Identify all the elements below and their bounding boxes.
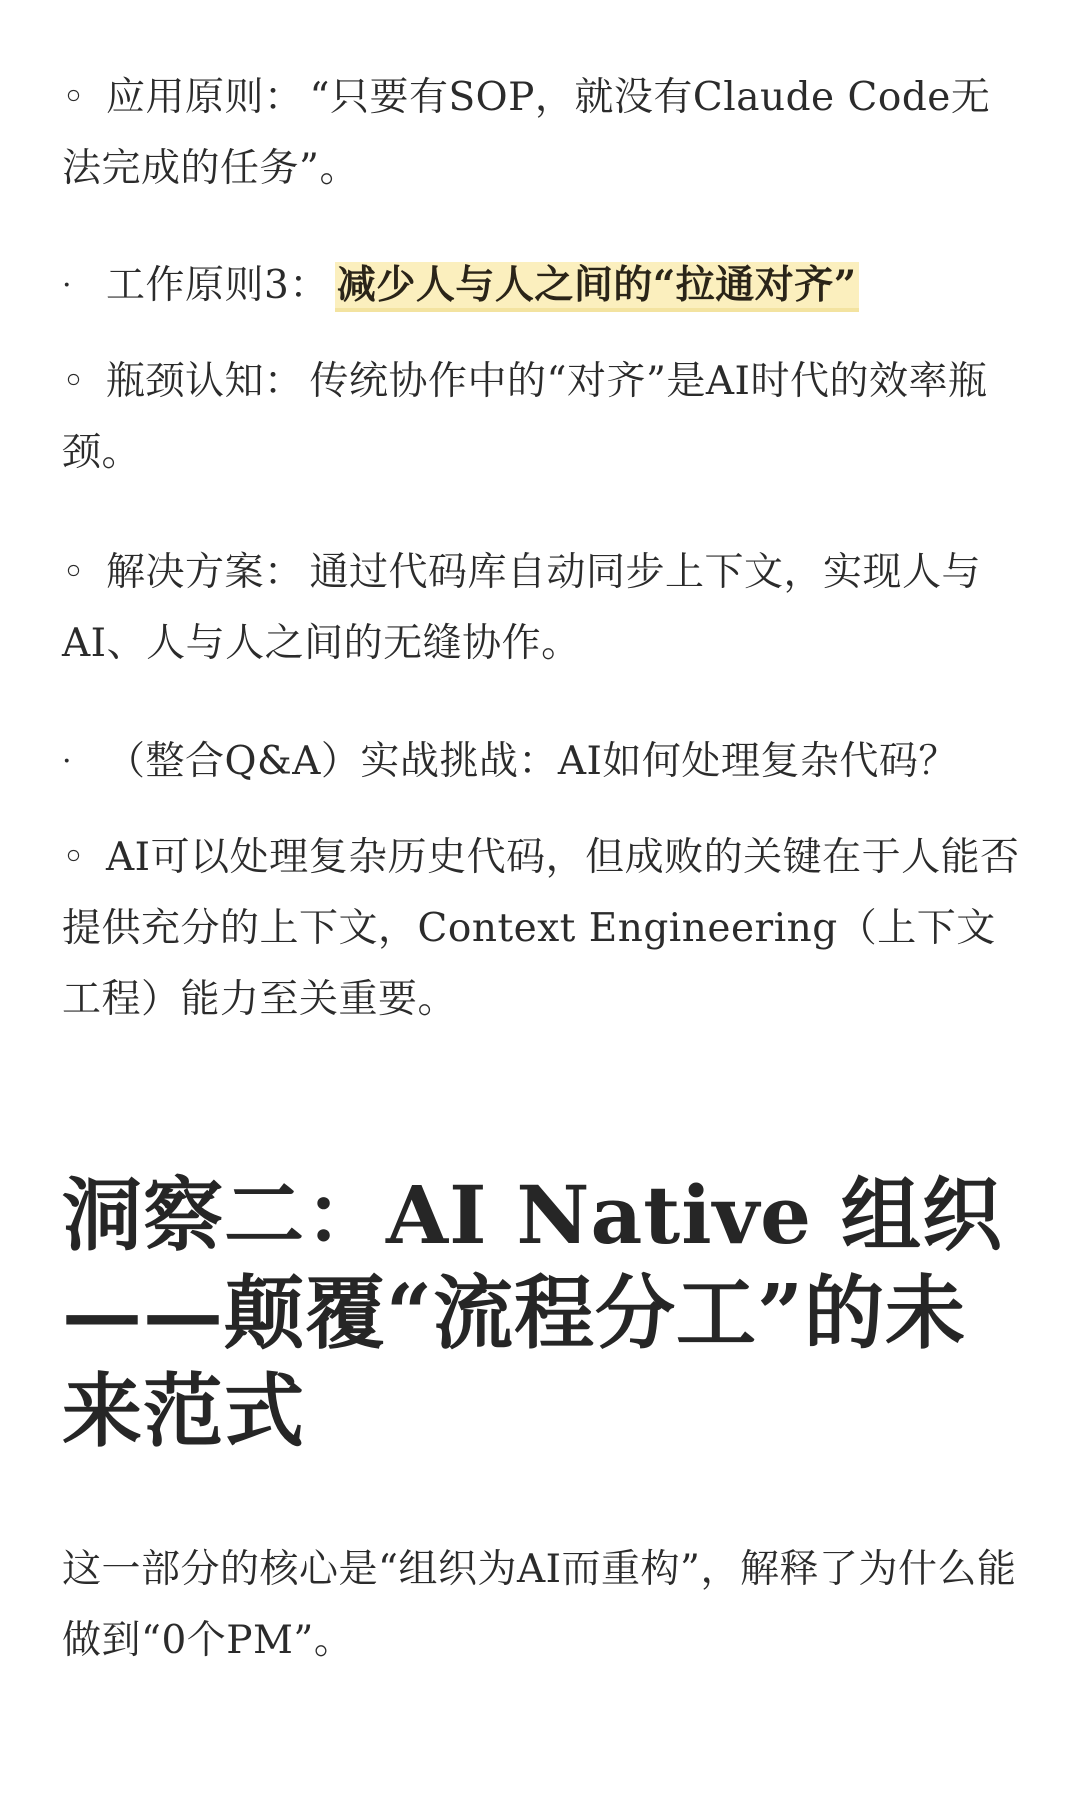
list-item-qa-challenge: [62, 726, 1028, 797]
list-item-application-principle: [62, 62, 1028, 204]
item-text: （整合Q&A）实战挑战：AI如何处理复杂代码？: [106, 739, 958, 784]
item-label: 瓶颈认知：: [106, 359, 304, 404]
item-label: 工作原则3：: [106, 263, 329, 308]
item-text: 通过代码库自动同步上下文，实现人与AI、人与人之间的无缝协作。: [62, 550, 982, 666]
list-item-context-engineering: [62, 822, 1028, 1035]
item-label: 解决方案：: [106, 550, 304, 595]
item-label: 应用原则：: [106, 75, 304, 120]
list-item-bottleneck: [62, 346, 1028, 488]
item-text: 传统协作中的“对齐”是AI时代的效率瓶颈。: [62, 359, 988, 475]
hollow-bullet-icon: ◦: [62, 359, 86, 404]
highlighted-text: 减少人与人之间的“拉通对齐”: [335, 262, 859, 312]
body-paragraph: 这一部分的核心是“组织为AI而重构”，解释了为什么能做到“0个PM”。: [62, 1547, 1017, 1663]
list-item-work-principle-3: [62, 250, 1028, 321]
dot-bullet-icon: ·: [62, 268, 73, 303]
item-text: “只要有SOP，就没有Claude Code无法完成的任务”。: [62, 75, 991, 191]
hollow-bullet-icon: ◦: [62, 550, 86, 595]
hollow-bullet-icon: ◦: [62, 835, 86, 880]
item-text: AI可以处理复杂历史代码，但成败的关键在于人能否提供充分的上下文，Context Engineering（上下文工程）能力至关重要。: [62, 835, 1020, 1022]
section-heading: 洞察二：AI Native 组织——颠覆“流程分工”的未来范式: [62, 1168, 1003, 1458]
hollow-bullet-icon: ◦: [62, 75, 86, 120]
dot-bullet-icon: ·: [62, 744, 73, 779]
list-item-solution: [62, 537, 1028, 679]
